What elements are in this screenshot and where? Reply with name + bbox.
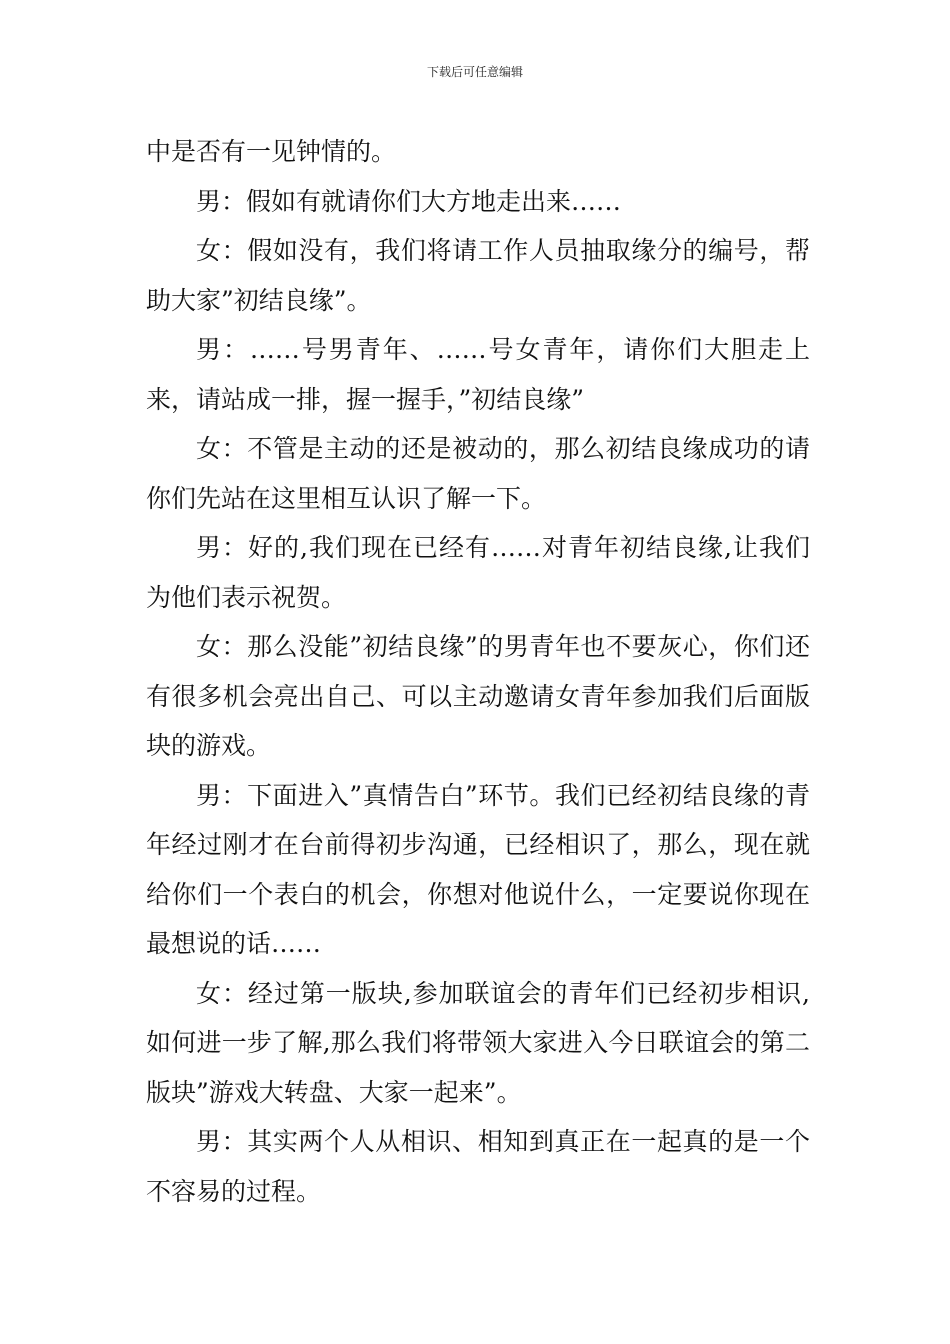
paragraph-male-1: 男：假如有就请你们大方地走出来…… [196, 186, 622, 216]
document-body [146, 127, 810, 1216]
paragraph-female-2: 女：不管是主动的还是被动的，那么初结良缘成功的请你们先站在这里相互认识了解一下。 [146, 434, 810, 513]
paragraph-female-1: 女：假如没有，我们将请工作人员抽取缘分的编号，帮助大家”初结良缘”。 [146, 236, 810, 315]
paragraph-continuation: 中是否有一见钟情的。 [146, 137, 397, 166]
page-header: 下载后可任意编辑 [426, 65, 523, 79]
paragraph-female-4: 女：经过第一版块,参加联谊会的青年们已经初步相识,如何进一步了解,那么我们将带领大家进入今日联谊会的第二版块”游戏大转盘、大家一起来”。 [146, 978, 810, 1107]
paragraph-male-2: 男：……号男青年、……号女青年，请你们大胆走上来，请站成一排，握一握手，”初结良缘” [146, 335, 810, 414]
paragraph-male-5: 男：其实两个人从相识、相知到真正在一起真的是一个不容易的过程。 [146, 1127, 810, 1206]
paragraph-male-3: 男：好的,我们现在已经有……对青年初结良缘,让我们为他们表示祝贺。 [146, 533, 810, 612]
paragraph-male-4: 男：下面进入”真情告白”环节。我们已经初结良缘的青年经过刚才在台前得初步沟通，已经相识了，那么，现在就给你们一个表白的机会，你想对他说什么，一定要说你现在最想说的话…… [146, 780, 810, 958]
paragraph-female-3: 女：那么没能”初结良缘”的男青年也不要灰心，你们还有很多机会亮出自己、可以主动邀请女青年参加我们后面版块的游戏。 [146, 632, 810, 760]
